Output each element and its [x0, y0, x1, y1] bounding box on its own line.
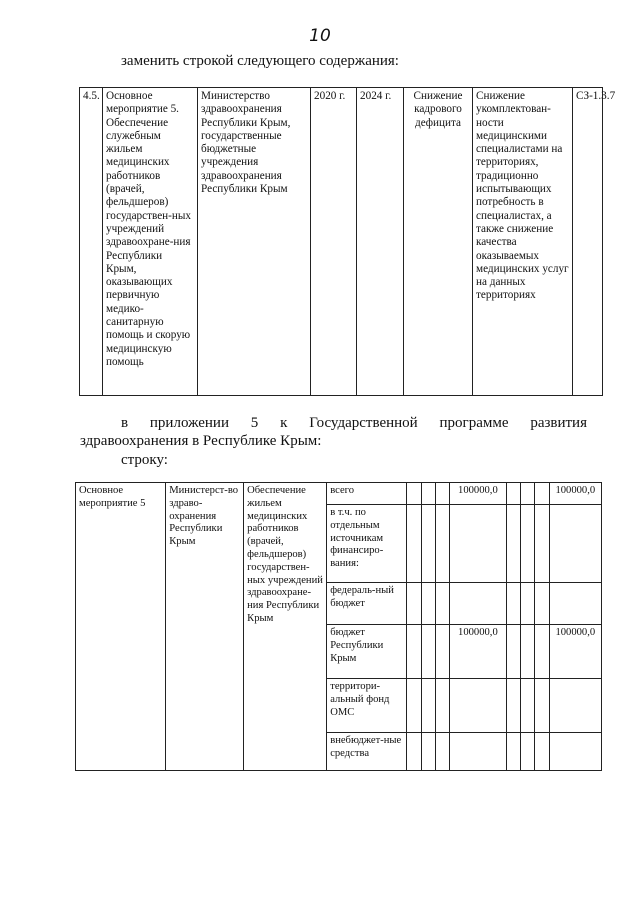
- total-cell: 100000,0: [549, 625, 601, 679]
- funding-source: бюджет Республики Крым: [327, 625, 407, 679]
- total-cell: [549, 505, 601, 583]
- table-row: [80, 88, 603, 396]
- word: в: [121, 415, 129, 431]
- amount-cell: [450, 505, 506, 583]
- paragraph-line-1: [121, 414, 587, 433]
- intro-line: заменить строкой следующего содержания:: [121, 53, 399, 69]
- funding-source: федераль-ный бюджет: [327, 583, 407, 625]
- word: 5: [250, 415, 259, 431]
- start-year: 2020 г.: [311, 88, 357, 396]
- table-row: [76, 483, 602, 505]
- funding-source: всего: [327, 483, 407, 505]
- row-number: 4.5.: [80, 88, 103, 396]
- consequence: Снижение укомплектован-ности медицинскими специалистами на территориях, традиционно испытывающих потребность в специалистах, а также снижение качества оказываемых медицинских услуг на данных территориях: [473, 88, 573, 396]
- total-cell: [549, 733, 601, 771]
- word: к: [280, 415, 288, 431]
- expected-result: Снижение кадрового дефицита: [404, 88, 473, 396]
- page-number: 10: [309, 26, 331, 46]
- paragraph-line-2: здравоохранения в Республике Крым:: [80, 433, 322, 449]
- description: Обеспечение жильем медицинских работников (врачей, фельдшеров) государствен-ных учреждений здравоохране-ния Республики Крым: [244, 483, 327, 771]
- paragraph-line-3: строку:: [121, 452, 168, 468]
- funding-source: внебюджет-ные средства: [327, 733, 407, 771]
- word: развития: [530, 415, 587, 431]
- funding-table: [75, 482, 602, 771]
- funding-source: территори-альный фонд ОМС: [327, 679, 407, 733]
- amount-cell: [450, 733, 506, 771]
- replacement-table: [79, 87, 616, 396]
- word: приложении: [149, 415, 229, 431]
- total-cell: [549, 679, 601, 733]
- end-year: 2024 г.: [357, 88, 404, 396]
- measure-name: Основное мероприятие 5: [76, 483, 166, 771]
- code: СЗ-1.3.7: [573, 88, 603, 396]
- word: программе: [439, 415, 509, 431]
- measure-name: Основное мероприятие 5. Обеспечение служебным жильем медицинских работников (врачей, фельдшеров) государствен-ных учреждений здравоохране-ния Республики Крым, оказывающих первичную медико-санитарную помощь и скорую медицинскую помощь: [103, 88, 198, 396]
- total-cell: 100000,0: [549, 483, 601, 505]
- executor: Министерст-во здраво-охранения Республики Крым: [166, 483, 244, 771]
- total-cell: [549, 583, 601, 625]
- amount-cell: 100000,0: [450, 625, 506, 679]
- word: Государственной: [309, 415, 418, 431]
- funding-source: в т.ч. по отдельным источникам финансиро-вания:: [327, 505, 407, 583]
- amount-cell: [450, 679, 506, 733]
- amount-cell: [450, 583, 506, 625]
- amount-cell: 100000,0: [450, 483, 506, 505]
- executor: Министерство здравоохранения Республики Крым, государственные бюджетные учреждения здравоохранения Республики Крым: [198, 88, 311, 396]
